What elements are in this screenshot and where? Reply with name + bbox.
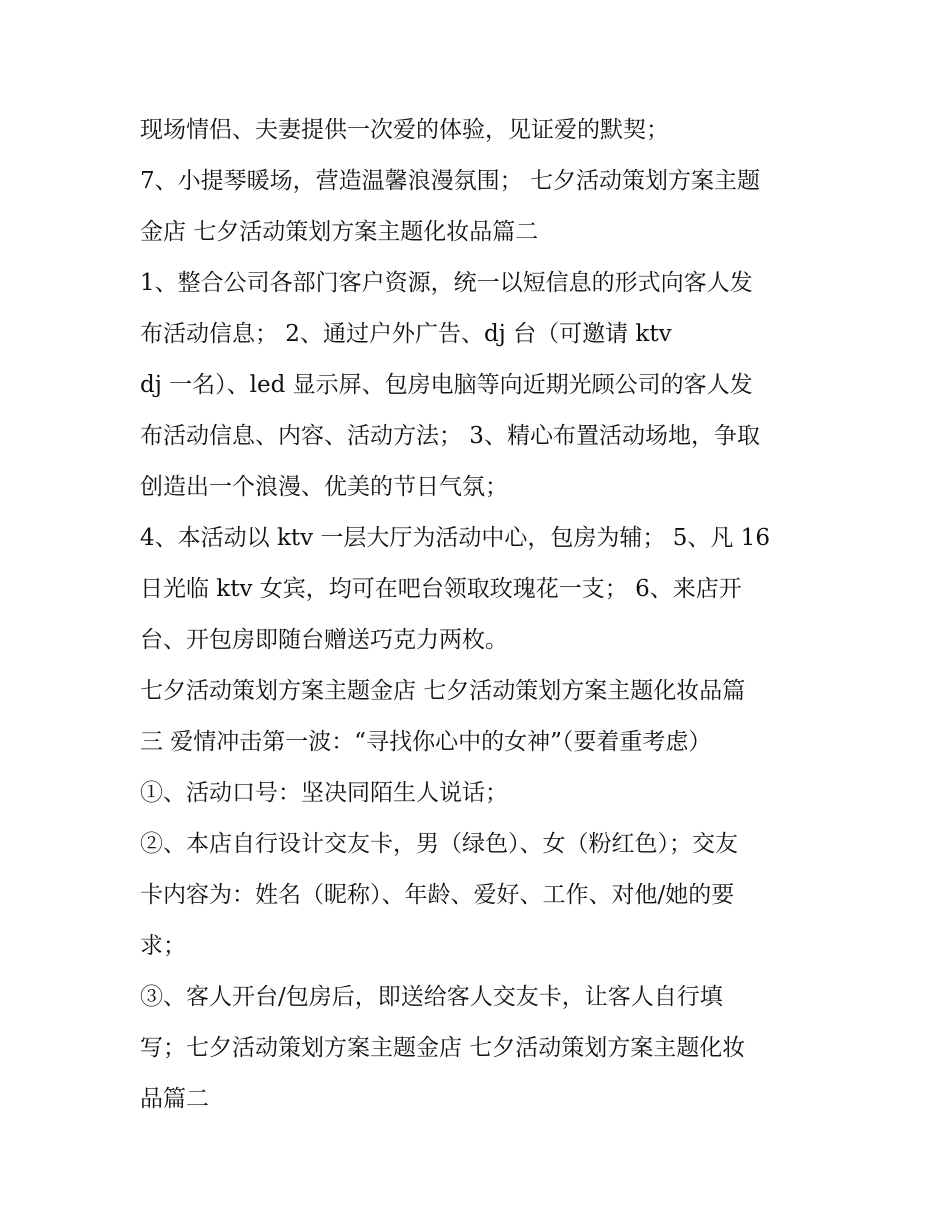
text-line: 创造出一个浪漫、优美的节日气氛； <box>140 474 508 500</box>
text-line: ①、活动口号：坚决同陌生人说话； <box>140 780 508 806</box>
text-line: 布活动信息； 2、通过户外广告、dj 台（可邀请 ktv <box>140 321 672 347</box>
text-line: 1、整合公司各部门客户资源，统一以短信息的形式向客人发 <box>140 270 753 296</box>
text-line: 金店 七夕活动策划方案主题化妆品篇二 <box>140 219 539 245</box>
text-line: 7、小提琴暖场，营造温馨浪漫氛围； 七夕活动策划方案主题 <box>140 168 760 194</box>
text-line: 日光临 ktv 女宾，均可在吧台领取玫瑰花一支； 6、来店开 <box>140 576 742 602</box>
text-line: 品篇二 <box>140 1086 209 1112</box>
text-line: 三 爱情冲击第一波：“寻找你心中的女神”（要着重考虑） <box>140 729 712 755</box>
text-line: 求； <box>140 933 186 959</box>
text-line: 布活动信息、内容、活动方法； 3、精心布置活动场地，争取 <box>140 423 760 449</box>
text-line: 台、开包房即随台赠送巧克力两枚。 <box>140 627 508 653</box>
text-line: 现场情侣、夫妻提供一次爱的体验，见证爱的默契； <box>140 117 669 143</box>
text-line: dj 一名）、led 显示屏、包房电脑等向近期光顾公司的客人发 <box>140 372 753 398</box>
text-line: 七夕活动策划方案主题金店 七夕活动策划方案主题化妆品篇 <box>140 678 746 704</box>
text-line: 4、本活动以 ktv 一层大厅为活动中心，包房为辅； 5、凡 16 <box>140 525 770 551</box>
text-line: ②、本店自行设计交友卡，男（绿色）、女（粉红色）；交友 <box>140 831 738 857</box>
text-line: 卡内容为：姓名（昵称）、年龄、爱好、工作、对他/她的要 <box>140 882 735 908</box>
text-line: ③、客人开台/包房后，即送给客人交友卡，让客人自行填 <box>140 984 723 1010</box>
text-line: 写；七夕活动策划方案主题金店 七夕活动策划方案主题化妆 <box>140 1035 746 1061</box>
